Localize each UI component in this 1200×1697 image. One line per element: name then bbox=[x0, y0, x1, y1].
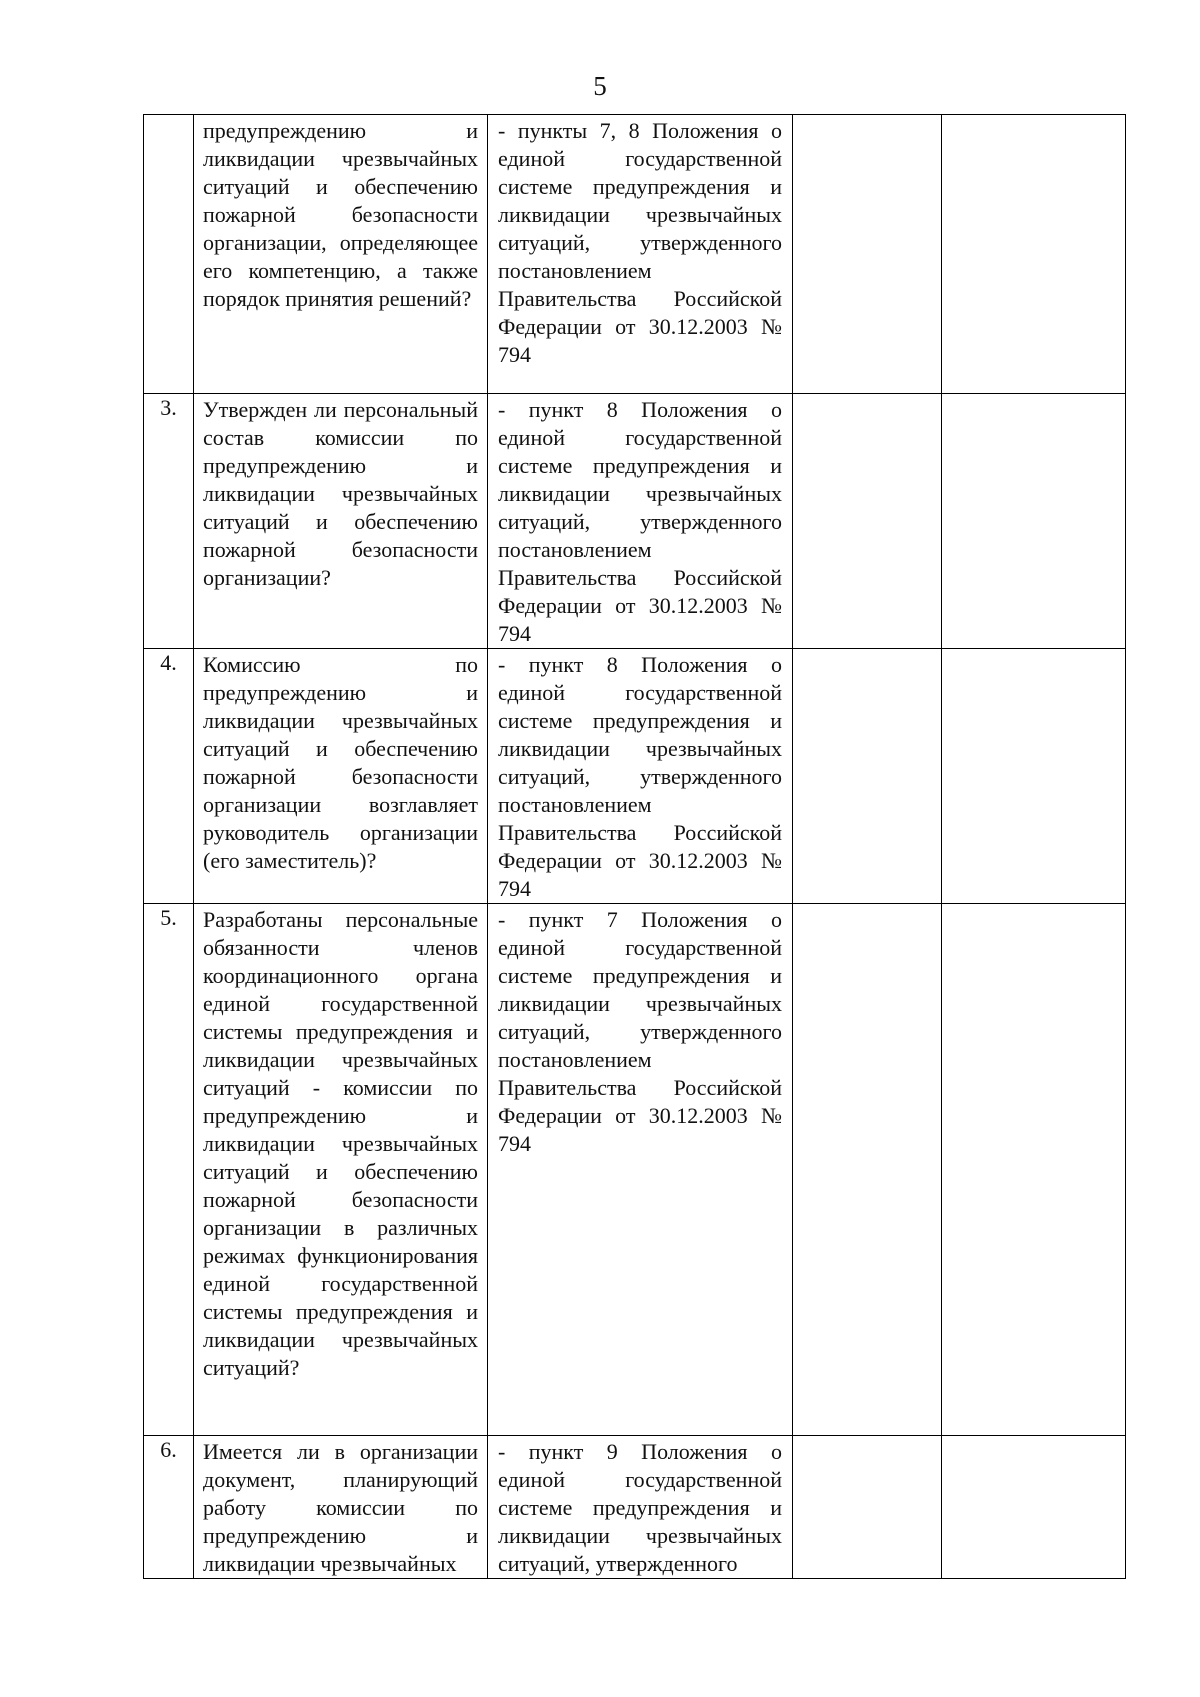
question-cell bbox=[194, 904, 488, 1436]
answer-cell-1 bbox=[793, 904, 942, 1436]
row-number-cell bbox=[144, 649, 194, 904]
question-cell bbox=[194, 115, 488, 394]
legal-basis-text: - пункт 7 Положения о единой государственной системе предупреждения и ликвидации чрезвычайных ситуаций, утвержденного постановлением Правительства Российской Федерации от 30.12.2003 № 794 bbox=[498, 907, 782, 1156]
answer-cell-2 bbox=[942, 394, 1126, 649]
legal-basis-cell bbox=[488, 115, 793, 394]
row-number-cell bbox=[144, 1436, 194, 1579]
question-text: предупреждению и ликвидации чрезвычайных ситуаций и обеспечению пожарной безопасности организации, определяющее его компетенцию, а также порядок принятия решений? bbox=[203, 118, 478, 311]
row-number: 4. bbox=[160, 650, 177, 675]
answer-cell-1 bbox=[793, 115, 942, 394]
answer-cell-1 bbox=[793, 394, 942, 649]
row-number-cell bbox=[144, 115, 194, 394]
row-number: 6. bbox=[160, 1437, 177, 1462]
answer-cell-2 bbox=[942, 649, 1126, 904]
table-row bbox=[144, 904, 1126, 1436]
question-text: Имеется ли в организации документ, планирующий работу комиссии по предупреждению и ликвидации чрезвычайных bbox=[203, 1439, 478, 1576]
legal-basis-cell bbox=[488, 904, 793, 1436]
question-text: Комиссию по предупреждению и ликвидации чрезвычайных ситуаций и обеспечению пожарной безопасности организации возглавляет руководитель организации (его заместитель)? bbox=[203, 652, 478, 873]
legal-basis-text: - пункты 7, 8 Положения о единой государственной системе предупреждения и ликвидации чрезвычайных ситуаций, утвержденного постановлением Правительства Российской Федерации от 30.12.2003 № 794 bbox=[498, 118, 782, 367]
row-number: 3. bbox=[160, 395, 177, 420]
answer-cell-2 bbox=[942, 115, 1126, 394]
checklist-table bbox=[143, 114, 1126, 1579]
answer-cell-2 bbox=[942, 1436, 1126, 1579]
legal-basis-text: - пункт 8 Положения о единой государственной системе предупреждения и ликвидации чрезвычайных ситуаций, утвержденного постановлением Правительства Российской Федерации от 30.12.2003 № 794 bbox=[498, 397, 782, 646]
answer-cell-1 bbox=[793, 1436, 942, 1579]
row-number: 5. bbox=[160, 905, 177, 930]
row-number-cell bbox=[144, 904, 194, 1436]
legal-basis-text: - пункт 9 Положения о единой государственной системе предупреждения и ликвидации чрезвычайных ситуаций, утвержденного bbox=[498, 1439, 782, 1576]
answer-cell-2 bbox=[942, 904, 1126, 1436]
question-cell bbox=[194, 649, 488, 904]
legal-basis-cell bbox=[488, 394, 793, 649]
question-cell bbox=[194, 1436, 488, 1579]
legal-basis-cell bbox=[488, 1436, 793, 1579]
answer-cell-1 bbox=[793, 649, 942, 904]
table-row bbox=[144, 1436, 1126, 1579]
question-text: Утвержден ли персональный состав комиссии по предупреждению и ликвидации чрезвычайных ситуаций и обеспечению пожарной безопасности организации? bbox=[203, 397, 478, 590]
question-cell bbox=[194, 394, 488, 649]
question-text: Разработаны персональные обязанности членов координационного органа единой государственной системы предупреждения и ликвидации чрезвычайных ситуаций - комиссии по предупреждению и ликвидации чрезвычайных ситуаций и обеспечению пожарной безопасности организации в различных режимах функционирования единой государственной системы предупреждения и ликвидации чрезвычайных ситуаций? bbox=[203, 907, 478, 1380]
table-row bbox=[144, 649, 1126, 904]
table-row bbox=[144, 394, 1126, 649]
legal-basis-text: - пункт 8 Положения о единой государственной системе предупреждения и ликвидации чрезвычайных ситуаций, утвержденного постановлением Правительства Российской Федерации от 30.12.2003 № 794 bbox=[498, 652, 782, 901]
legal-basis-cell bbox=[488, 649, 793, 904]
row-number-cell bbox=[144, 394, 194, 649]
page-number: 5 bbox=[593, 71, 607, 101]
table-row bbox=[144, 115, 1126, 394]
